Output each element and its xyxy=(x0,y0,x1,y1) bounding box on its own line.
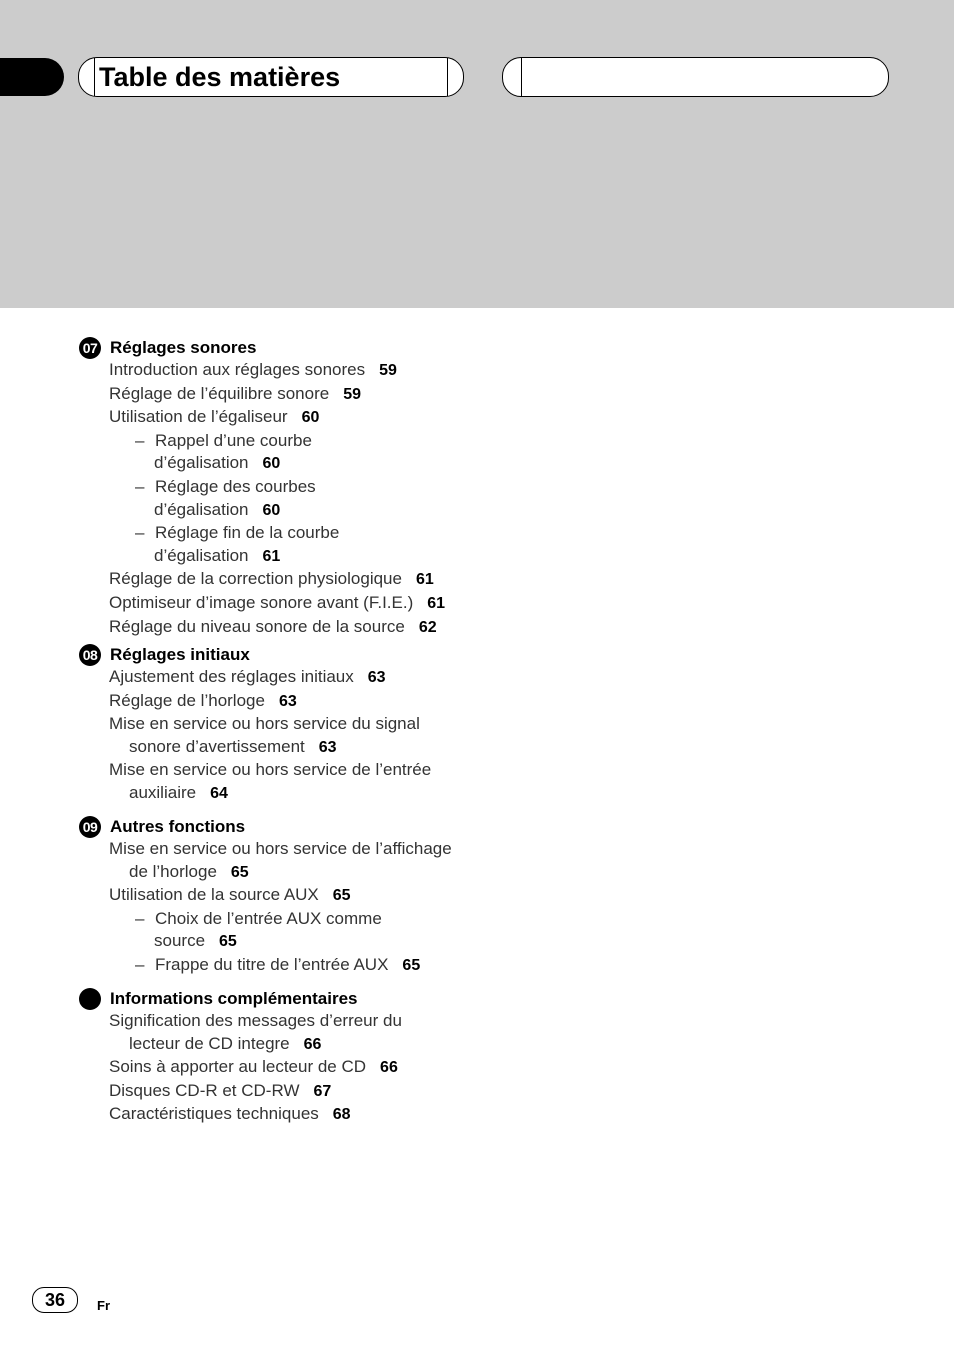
toc-entry-text: de l’horloge xyxy=(129,861,217,881)
section-tab xyxy=(0,58,64,96)
chapter-badge: 09 xyxy=(79,816,101,838)
section-title: Réglages initiaux xyxy=(110,645,250,664)
toc-subentry[interactable] xyxy=(79,476,499,499)
chapter-badge: 07 xyxy=(79,337,101,359)
chapter-box xyxy=(502,57,889,97)
toc-entry-page: 63 xyxy=(318,738,337,756)
toc-entry[interactable] xyxy=(79,759,499,782)
title-box-line-left xyxy=(94,58,95,96)
toc-entry-page: 63 xyxy=(278,692,297,710)
toc-entry-page: 62 xyxy=(418,618,437,636)
toc-section-09 xyxy=(79,816,499,978)
toc-entry-text: Rappel d’une courbe xyxy=(155,430,312,450)
toc-entry-text: Réglage de l’équilibre sonore xyxy=(109,383,330,403)
toc-entry-page: 67 xyxy=(313,1082,332,1100)
toc-entry-text: Soins à apporter au lecteur de CD xyxy=(109,1057,367,1077)
toc-entry-page: 60 xyxy=(262,455,281,473)
toc-entry-page: 64 xyxy=(210,784,228,802)
header-band xyxy=(0,0,954,308)
toc-entry-text: Ajustement des réglages initiaux xyxy=(109,667,354,686)
toc-entry-page: 65 xyxy=(230,863,249,881)
dash-bullet: – xyxy=(135,908,145,928)
toc-entry-text: Choix de l’entrée AUX comme xyxy=(155,908,382,928)
toc-entry-continued[interactable] xyxy=(79,782,499,806)
toc-section-08 xyxy=(79,644,499,806)
language-code: Fr xyxy=(97,1298,110,1313)
toc-entry[interactable] xyxy=(79,616,499,640)
toc-subentry-continued[interactable] xyxy=(79,930,499,954)
section-heading xyxy=(79,337,499,359)
toc-entry-text: Réglage du niveau sonore de la source xyxy=(109,616,405,636)
toc-entry-text: sonore d’avertissement xyxy=(129,736,305,756)
toc-entry[interactable] xyxy=(79,568,499,592)
toc-entry-page: 66 xyxy=(303,1035,322,1053)
toc-entry-page: 60 xyxy=(301,409,320,427)
appendix-badge xyxy=(79,988,101,1010)
toc-entry[interactable] xyxy=(79,690,499,714)
toc-entry-text: Réglage fin de la courbe xyxy=(155,523,340,543)
toc-subentry-continued[interactable] xyxy=(79,545,499,569)
toc-entry-text: source xyxy=(154,931,206,951)
toc-subentry[interactable] xyxy=(79,954,499,978)
toc-entry-text: Introduction aux réglages sonores xyxy=(109,360,366,379)
toc-entry-page: 59 xyxy=(343,385,361,403)
toc-entry-page: 68 xyxy=(332,1106,351,1124)
page-title: Table des matières xyxy=(99,62,341,92)
section-heading xyxy=(79,816,499,838)
toc-entry-page: 63 xyxy=(367,669,386,686)
toc-entry-text: Mise en service ou hors service du signal xyxy=(109,714,420,734)
toc-entry-page: 61 xyxy=(427,594,446,612)
toc-entry[interactable] xyxy=(79,1080,499,1104)
toc-entry[interactable] xyxy=(79,1103,499,1127)
toc-entry-text: Utilisation de la source AUX xyxy=(109,885,319,905)
title-box-line-right xyxy=(447,58,448,96)
toc-entry-page: 65 xyxy=(332,887,351,905)
section-heading xyxy=(79,644,499,666)
toc-entry-text: lecteur de CD integre xyxy=(129,1033,290,1053)
toc-entry-page: 65 xyxy=(219,933,237,951)
toc-entry[interactable] xyxy=(79,406,499,430)
chapter-box-line xyxy=(521,58,522,96)
toc-entry-text: Frappe du titre de l’entrée AUX xyxy=(155,954,389,974)
toc-entry-text: d’égalisation xyxy=(154,453,249,473)
toc-entry-page: 66 xyxy=(380,1059,398,1077)
toc-subentry-continued[interactable] xyxy=(79,499,499,523)
dash-bullet: – xyxy=(135,954,145,974)
toc-entry[interactable] xyxy=(79,713,499,736)
toc-entry[interactable] xyxy=(79,666,499,690)
dash-bullet: – xyxy=(135,523,145,543)
toc-subentry[interactable] xyxy=(79,908,499,931)
toc-entry-text: Réglage de la correction physiologique xyxy=(109,569,402,589)
toc-section-appendix xyxy=(79,988,499,1127)
toc-entry-page: 61 xyxy=(415,571,434,589)
toc-entry-page: 65 xyxy=(402,956,421,974)
toc-entry-text: Mise en service ou hors service de l’affichage xyxy=(109,839,452,858)
toc-entry-text: Mise en service ou hors service de l’entrée xyxy=(109,760,432,780)
title-box xyxy=(78,57,464,97)
toc-entry-page: 60 xyxy=(262,501,281,519)
toc-entry[interactable] xyxy=(79,383,499,407)
toc-section-07 xyxy=(79,337,499,639)
section-heading xyxy=(79,988,499,1010)
toc-entry-text: d’égalisation xyxy=(154,545,249,565)
toc-entry-text: Réglage des courbes xyxy=(155,476,316,496)
toc-entry-text: Signification des messages d’erreur du xyxy=(109,1011,402,1030)
toc-entry-text: Caractéristiques techniques xyxy=(109,1104,319,1124)
chapter-badge: 08 xyxy=(79,644,101,666)
toc-entry-text: Utilisation de l’égaliseur xyxy=(109,407,288,427)
toc-entry-continued[interactable] xyxy=(79,1033,499,1057)
section-title: Informations complémentaires xyxy=(110,989,358,1008)
toc-entry-continued[interactable] xyxy=(79,736,499,760)
toc-entry[interactable] xyxy=(79,884,499,908)
toc-subentry-continued[interactable] xyxy=(79,452,499,476)
toc-entry[interactable] xyxy=(79,838,499,861)
section-title: Autres fonctions xyxy=(110,817,246,836)
dash-bullet: – xyxy=(135,476,145,496)
toc-entry[interactable] xyxy=(79,592,499,616)
toc-subentry[interactable] xyxy=(79,430,499,453)
page-number: 36 xyxy=(32,1287,78,1313)
dash-bullet: – xyxy=(135,430,145,450)
toc-entry-text: Réglage de l’horloge xyxy=(109,690,265,710)
toc-entry-text: auxiliaire xyxy=(129,782,197,802)
toc-entry[interactable] xyxy=(79,1056,499,1080)
toc-entry-page: 61 xyxy=(262,547,281,565)
toc-entry-continued[interactable] xyxy=(79,861,499,885)
toc-entry-text: Optimiseur d’image sonore avant (F.I.E.) xyxy=(109,592,414,612)
toc-subentry[interactable] xyxy=(79,522,499,545)
toc-entry[interactable] xyxy=(79,1010,499,1033)
toc-entry-text: Disques CD-R et CD-RW xyxy=(109,1080,300,1100)
toc-entry-text: d’égalisation xyxy=(154,499,249,519)
toc-entry[interactable] xyxy=(79,359,499,383)
section-title: Réglages sonores xyxy=(110,338,257,357)
toc-entry-page: 59 xyxy=(379,362,397,379)
